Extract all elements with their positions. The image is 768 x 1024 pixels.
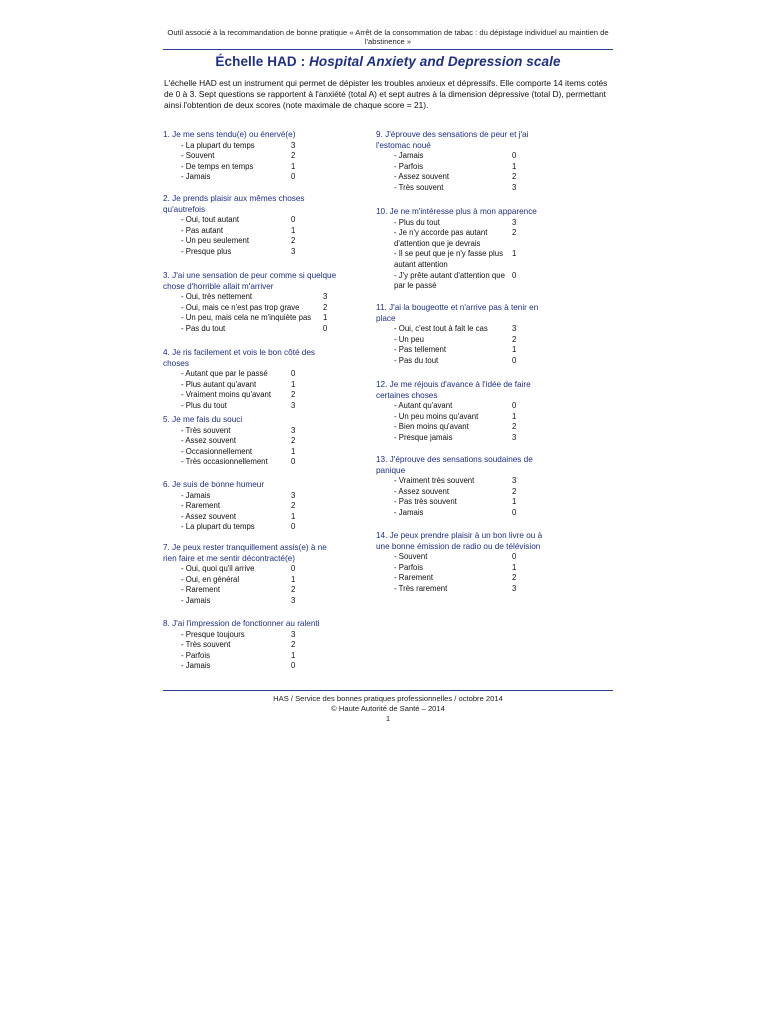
answer-label: - Rarement (181, 585, 220, 595)
answer-option (376, 218, 576, 229)
answer-option (376, 356, 576, 367)
question-title: 10. Je ne m'intéresse plus à mon apparence (376, 207, 537, 216)
answer-label: - Oui, tout autant (181, 215, 240, 225)
answer-label: - Parfois (181, 650, 211, 660)
answer-score: 3 (291, 595, 296, 605)
answer-options (376, 401, 576, 443)
answer-options (376, 324, 576, 366)
answer-score: 1 (512, 562, 517, 572)
question-title: 11. J'ai la bougeotte et n'arrive pas à tenir en place (376, 303, 539, 323)
answer-option (376, 324, 576, 335)
answer-option (163, 457, 368, 468)
answer-score: 3 (323, 292, 328, 302)
answer-score: 2 (291, 640, 296, 650)
question-title: 8. J'ai l'impression de fonctionner au ralenti (163, 619, 320, 628)
answer-options (376, 151, 576, 193)
answer-option (376, 249, 576, 270)
answer-label: - Vraiment très souvent (394, 476, 475, 486)
answer-option (163, 324, 368, 335)
answer-label: - Très occasionnellement (181, 457, 268, 467)
answer-label: - La plupart du temps (181, 522, 255, 532)
answer-options (163, 292, 368, 334)
answer-label: - Oui, en général (181, 574, 240, 584)
answer-score: 0 (512, 355, 517, 365)
answer-score: 3 (512, 182, 517, 192)
answer-score: 2 (291, 436, 296, 446)
answer-score: 3 (291, 490, 296, 500)
answer-option (376, 584, 576, 595)
answer-score: 0 (512, 552, 517, 562)
question-left-2 (163, 194, 368, 258)
answer-label: - Jamais (181, 595, 211, 605)
answer-label: - Jamais (181, 172, 211, 182)
question-left-1 (163, 130, 368, 183)
answer-option (163, 575, 368, 586)
question-right-1 (376, 130, 576, 194)
answer-option (163, 630, 368, 641)
answer-label: - Plus du tout (394, 217, 440, 227)
answer-option (376, 271, 576, 292)
answer-label: - Jamais (394, 507, 424, 517)
answer-option (163, 501, 368, 512)
answer-option (376, 183, 576, 194)
answer-option (376, 552, 576, 563)
question-left-4 (163, 348, 368, 412)
question-title: 3. J'ai une sensation de peur comme si quelque chose d'horrible allait m'arriver (163, 271, 337, 291)
answer-score: 1 (291, 511, 296, 521)
footer-line-1: HAS / Service des bonnes pratiques professionnelles / octobre 2014 (273, 694, 503, 703)
answer-option (376, 497, 576, 508)
answer-score: 0 (291, 661, 296, 671)
answer-option (376, 335, 576, 346)
answer-score: 1 (291, 650, 296, 660)
answer-option (376, 172, 576, 183)
question-right-5 (376, 455, 576, 519)
answer-label: - Pas tellement (394, 345, 447, 355)
answer-option (376, 563, 576, 574)
answer-score: 3 (291, 140, 296, 150)
answer-label: - De temps en temps (181, 161, 254, 171)
question-right-6 (376, 531, 576, 595)
answer-score: 0 (291, 369, 296, 379)
answer-score: 3 (291, 425, 296, 435)
answer-label: - Je n'y accorde pas autant d'attention que je devrais (394, 228, 488, 248)
answer-label: - Pas du tout (394, 355, 439, 365)
answer-score: 2 (512, 573, 517, 583)
answer-label: - Très souvent (394, 182, 444, 192)
answer-option (376, 422, 576, 433)
answer-score: 2 (512, 334, 517, 344)
answer-label: - Parfois (394, 562, 424, 572)
answer-option (163, 151, 368, 162)
answer-option (163, 380, 368, 391)
page-number: 1 (385, 714, 391, 723)
answer-label: - La plupart du temps (181, 140, 255, 150)
question-title: 1. Je me sens tendu(e) ou énervé(e) (163, 130, 296, 139)
answer-label: - Assez souvent (181, 511, 237, 521)
answer-score: 0 (512, 507, 517, 517)
answer-option (163, 564, 368, 575)
answer-label: - Rarement (394, 573, 433, 583)
answer-option (376, 162, 576, 173)
answer-score: 2 (291, 585, 296, 595)
answer-score: 2 (291, 390, 296, 400)
answer-score: 1 (512, 411, 517, 421)
question-title: 12. Je me réjouis d'avance à l'idée de faire certaines choses (376, 380, 531, 400)
answer-label: - Pas autant (181, 225, 224, 235)
answer-label: - Jamais (394, 151, 424, 161)
answer-option (376, 345, 576, 356)
answer-label: - Presque plus (181, 246, 232, 256)
answer-label: - Oui, mais ce n'est pas trop grave (181, 302, 300, 312)
question-title: 13. J'éprouve des sensations soudaines de panique (376, 455, 533, 475)
answer-score: 0 (291, 172, 296, 182)
answer-options (376, 552, 576, 594)
answer-label: - Souvent (181, 151, 215, 161)
answer-label: - Assez souvent (394, 172, 450, 182)
answer-label: - Pas très souvent (394, 497, 457, 507)
answer-label: - Autant qu'avant (394, 401, 453, 411)
answer-options (163, 141, 368, 183)
answer-option (163, 491, 368, 502)
question-right-3 (376, 303, 576, 367)
answer-score: 1 (512, 249, 517, 259)
answer-score: 3 (291, 400, 296, 410)
answer-score: 3 (512, 324, 517, 334)
answer-score: 0 (512, 401, 517, 411)
answer-options (163, 564, 368, 606)
answer-label: - Jamais (181, 661, 211, 671)
document-page (163, 28, 613, 723)
answer-option (163, 596, 368, 607)
answer-label: - Un peu (394, 334, 424, 344)
answer-label: - Oui, c'est tout à fait le cas (394, 324, 488, 334)
answer-score: 0 (291, 522, 296, 532)
footer (163, 687, 613, 724)
answer-score: 0 (291, 564, 296, 574)
answer-option (163, 401, 368, 412)
answer-option (163, 236, 368, 247)
answer-options (376, 476, 576, 518)
answer-option (163, 303, 368, 314)
answer-option (376, 151, 576, 162)
answer-score: 3 (512, 432, 517, 442)
answer-label: - Assez souvent (181, 436, 237, 446)
answer-label: - Rarement (181, 501, 220, 511)
answer-label: - Parfois (394, 161, 424, 171)
question-right-2 (376, 207, 576, 292)
answer-options (163, 215, 368, 257)
answer-score: 1 (512, 345, 517, 355)
answer-option (163, 390, 368, 401)
answer-score: 1 (291, 225, 296, 235)
answer-option (163, 247, 368, 258)
answer-options (163, 369, 368, 411)
answer-option (163, 215, 368, 226)
answer-score: 1 (291, 379, 296, 389)
answer-label: - Il se peut que je n'y fasse plus autant attention (394, 249, 503, 269)
answer-options (163, 491, 368, 533)
answer-score: 1 (512, 497, 517, 507)
answer-score: 3 (512, 217, 517, 227)
footer-line-2: © Haute Autorité de Santé – 2014 (331, 704, 445, 713)
answer-option (163, 522, 368, 533)
answer-label: - Souvent (394, 552, 428, 562)
answer-score: 2 (323, 302, 328, 312)
question-left-3 (163, 271, 368, 335)
answer-option (163, 512, 368, 523)
answer-score: 0 (323, 323, 328, 333)
answer-option (163, 292, 368, 303)
answer-score: 2 (291, 151, 296, 161)
answer-score: 2 (291, 501, 296, 511)
answer-label: - Jamais (181, 490, 211, 500)
header-rule (163, 49, 613, 50)
answer-score: 2 (291, 236, 296, 246)
answer-label: - Un peu, mais cela ne m'inquiète pas (181, 313, 312, 323)
answer-label: - Très souvent (181, 640, 231, 650)
title-prefix: Échelle HAD : (215, 54, 310, 69)
answer-option (163, 447, 368, 458)
answer-option (376, 573, 576, 584)
answer-label: - Occasionnellement (181, 446, 253, 456)
question-title: 5. Je me fais du souci (163, 415, 243, 424)
header-note: Outil associé à la recommandation de bonne pratique « Arrêt de la consommation de tabac : du dépistage individuel au maintien de l'abstinence » (167, 28, 609, 46)
answer-label: - Autant que par le passé (181, 369, 268, 379)
question-left-6 (163, 480, 368, 533)
question-right-4 (376, 380, 576, 444)
answer-score: 0 (291, 457, 296, 467)
answer-option (163, 661, 368, 672)
answer-label: - Très rarement (394, 583, 448, 593)
answer-score: 2 (512, 422, 517, 432)
answer-option (163, 640, 368, 651)
answer-option (163, 162, 368, 173)
answer-score: 1 (323, 313, 328, 323)
answer-option (376, 401, 576, 412)
answer-score: 3 (291, 246, 296, 256)
answer-option (163, 226, 368, 237)
answer-label: - Oui, très nettement (181, 292, 253, 302)
question-title: 6. Je suis de bonne humeur (163, 480, 265, 489)
title-italic: Hospital Anxiety and Depression scale (309, 54, 561, 69)
question-title: 7. Je peux rester tranquillement assis(e) à ne rien faire et me sentir décontracté(e) (163, 543, 327, 563)
answer-label: - Plus du tout (181, 400, 227, 410)
answer-score: 2 (512, 228, 517, 238)
answer-score: 1 (512, 161, 517, 171)
answer-score: 1 (291, 446, 296, 456)
document-title (163, 54, 613, 69)
answer-label: - Un peu seulement (181, 236, 250, 246)
answer-score: 3 (291, 629, 296, 639)
answer-option (376, 412, 576, 423)
answer-label: - Vraiment moins qu'avant (181, 390, 272, 400)
answer-options (163, 426, 368, 468)
answer-score: 3 (512, 583, 517, 593)
answer-option (163, 369, 368, 380)
answer-label: - Assez souvent (394, 486, 450, 496)
answer-option (163, 172, 368, 183)
question-title: 2. Je prends plaisir aux mêmes choses qu'autrefois (163, 194, 305, 214)
answer-score: 0 (291, 215, 296, 225)
answer-score: 0 (512, 270, 517, 280)
answer-options (163, 630, 368, 672)
question-left-8 (163, 619, 368, 672)
answer-score: 2 (512, 486, 517, 496)
answer-label: - Oui, quoi qu'il arrive (181, 564, 255, 574)
footer-rule (163, 690, 613, 691)
answer-option (376, 487, 576, 498)
answer-option (376, 228, 576, 249)
answer-option (376, 508, 576, 519)
answer-option (163, 426, 368, 437)
answer-label: - Pas du tout (181, 323, 226, 333)
answer-option (163, 651, 368, 662)
answer-option (163, 141, 368, 152)
intro-paragraph: L'échelle HAD est un instrument qui permet de dépister les troubles anxieux et dépressifs. Elle comporte 14 items cotés de 0 à 3. Sept questions se rapportent à l'anxiété (total A) et sept autres à la dimension dépressive (total D), permettant ainsi l'obtention de deux scores (note maximale de chaque score = 21). (164, 78, 608, 110)
question-left-5 (163, 415, 368, 468)
answer-option (163, 313, 368, 324)
answer-option (376, 476, 576, 487)
answer-score: 1 (291, 574, 296, 584)
answer-option (376, 433, 576, 444)
question-title: 9. J'éprouve des sensations de peur et j'ai l'estomac noué (376, 130, 529, 150)
answer-label: - Presque jamais (394, 432, 453, 442)
answer-label: - Plus autant qu'avant (181, 379, 257, 389)
answer-option (163, 436, 368, 447)
answer-label: - Bien moins qu'avant (394, 422, 469, 432)
answer-label: - Un peu moins qu'avant (394, 411, 479, 421)
question-title: 14. Je peux prendre plaisir à un bon livre ou à une bonne émission de radio ou de télévision (376, 531, 543, 551)
question-left-7 (163, 543, 368, 607)
answer-score: 1 (291, 161, 296, 171)
answer-label: - Très souvent (181, 425, 231, 435)
answer-option (163, 585, 368, 596)
answer-score: 2 (512, 172, 517, 182)
answer-score: 3 (512, 476, 517, 486)
answer-label: - J'y prête autant d'attention que par le passé (394, 270, 505, 291)
answer-options (376, 218, 576, 292)
answer-score: 0 (512, 151, 517, 161)
question-title: 4. Je ris facilement et vois le bon côté des choses (163, 348, 316, 368)
answer-label: - Presque toujours (181, 629, 245, 639)
